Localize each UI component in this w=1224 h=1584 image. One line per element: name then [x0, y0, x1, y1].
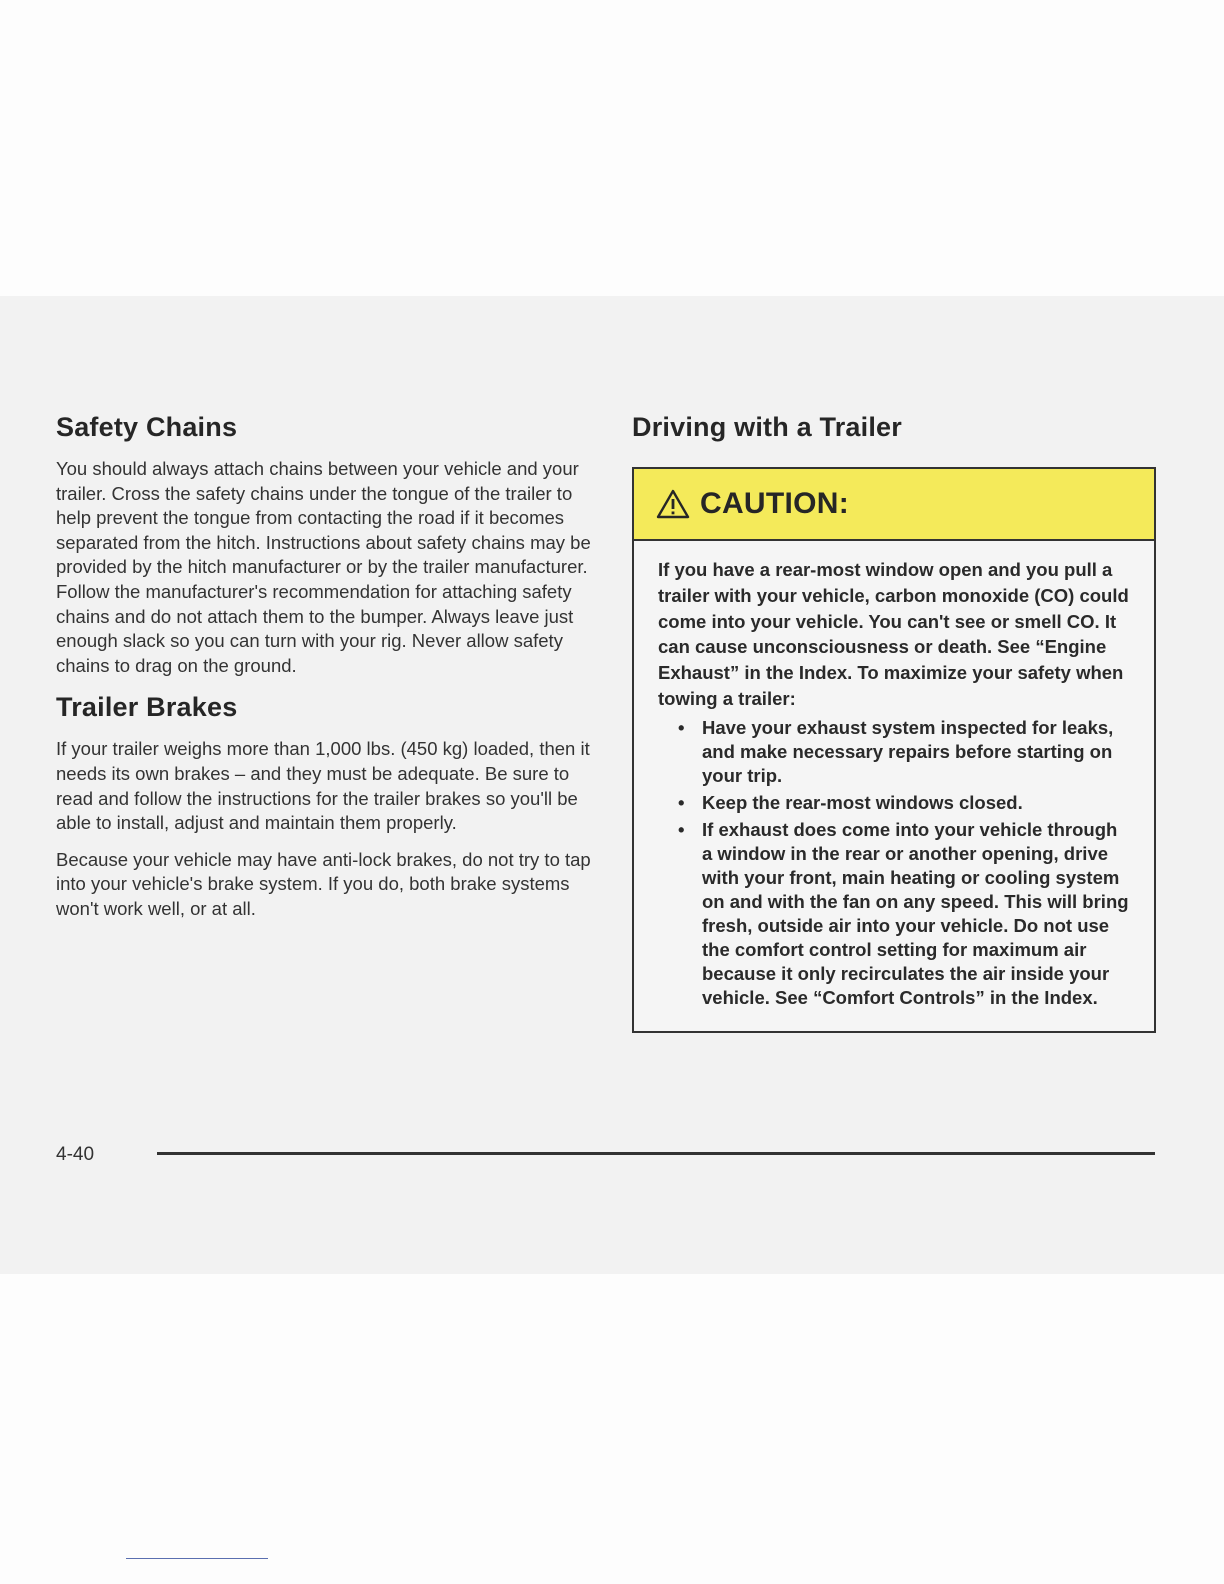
- trailer-brakes-heading: Trailer Brakes: [56, 692, 238, 723]
- bottom-link-rule: [126, 1558, 268, 1559]
- footer-divider: [157, 1152, 1155, 1155]
- caution-bullet-item: [658, 791, 1132, 815]
- bullet-glyph: •: [678, 791, 685, 813]
- warning-triangle-icon: [656, 489, 690, 519]
- caution-box: [632, 467, 1156, 1033]
- caution-bullet-text: Keep the rear-most windows closed.: [702, 791, 1023, 813]
- safety-chains-heading: Safety Chains: [56, 412, 238, 442]
- caution-bullet-item: [658, 818, 1132, 1010]
- trailer-brakes-section: [56, 692, 596, 921]
- page-number: 4-40: [56, 1144, 95, 1165]
- caution-bullet-text: If exhaust does come into your vehicle through a window in the rear or another opening, drive with your front, main heating or cooling system on and with the fan on any speed. This will bring fresh, outside air into your vehicle. Do not use the comfort control setting for maximum air because it only recirculates the air inside your vehicle. See “Comfort Controls” in the Index.: [702, 818, 1129, 1008]
- bullet-glyph: •: [678, 818, 685, 840]
- caution-bullet-text: Have your exhaust system inspected for leaks, and make necessary repairs before starting on your trip.: [702, 716, 1114, 786]
- caution-body: [634, 541, 1154, 1031]
- caution-header: [634, 469, 1154, 541]
- caution-bullet-item: [658, 716, 1132, 788]
- caution-list: [658, 716, 1132, 1010]
- page-footer: [56, 1140, 1156, 1170]
- driving-with-trailer-heading: Driving with a Trailer: [632, 412, 902, 442]
- trailer-brakes-paragraph-2: Because your vehicle may have anti-lock brakes, do not try to tap into your vehicle's brake system. If you do, both brake systems won't work well, or at all.: [56, 848, 591, 919]
- safety-chains-body: You should always attach chains between your vehicle and your trailer. Cross the safety chains under the tongue of the trailer to help prevent the tongue from contacting the road if it becomes separated from the hitch. Instructions about safety chains may be provided by the hitch manufacturer or by the trailer manufacturer. Follow the manufacturer's recommendation for attaching safety chains and do not attach them to the bumper. Always leave just enough slack so you can turn with your rig. Never allow safety chains to drag on the ground.: [56, 458, 591, 676]
- left-column: [56, 408, 596, 934]
- right-column: [632, 408, 1156, 1033]
- caution-intro: If you have a rear-most window open and you pull a trailer with your vehicle, carbon monoxide (CO) could come into your vehicle. You can't see or smell CO. It can cause unconsciousness or death. See “Engine Exhaust” in the Index. To maximize your safety when towing a trailer:: [658, 559, 1129, 709]
- bullet-glyph: •: [678, 716, 685, 738]
- safety-chains-section: [56, 412, 596, 678]
- caution-label: CAUTION:: [700, 487, 850, 520]
- trailer-brakes-paragraph-1: If your trailer weighs more than 1,000 lbs. (450 kg) loaded, then it needs its own brakes – and they must be adequate. Be sure to read and follow the instructions for the trailer brakes so you'll be able to install, adjust and maintain them properly.: [56, 738, 590, 834]
